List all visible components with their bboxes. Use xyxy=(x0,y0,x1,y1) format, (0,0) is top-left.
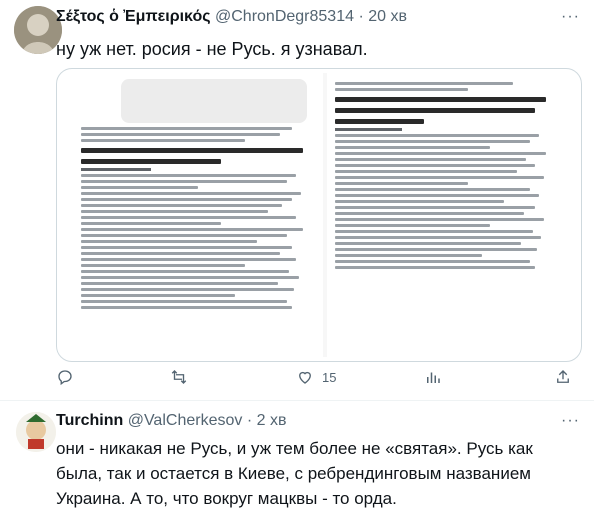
views-icon xyxy=(424,368,442,386)
avatar[interactable] xyxy=(16,412,56,452)
like-count: 15 xyxy=(322,369,337,385)
tweet-divider xyxy=(0,400,594,401)
document-screenshot xyxy=(73,73,565,357)
reply-icon xyxy=(56,368,74,386)
views-button[interactable] xyxy=(424,368,450,386)
tweet-header xyxy=(56,8,407,26)
more-options-button[interactable]: ··· xyxy=(561,8,580,25)
reply-button[interactable] xyxy=(56,368,82,386)
document-right-column xyxy=(327,73,565,357)
tweet-header xyxy=(56,412,286,430)
display-name[interactable]: Turchinn xyxy=(56,412,124,429)
display-name[interactable]: Σέξτος ὁ Ἐμπειρικός xyxy=(56,8,211,25)
cartoon-avatar-icon xyxy=(16,412,56,452)
bust-avatar-icon xyxy=(14,6,62,54)
document-left-column xyxy=(73,73,323,357)
timestamp[interactable]: 2 хв xyxy=(256,412,287,429)
attached-image[interactable] xyxy=(56,68,582,362)
tweet-text: они - никакая не Русь, и уж тем более не «святая». Русь как была, так и остается в Киеве, с ребрендинговым названием Украина. А то, что вокруг мацквы - то орда. xyxy=(56,439,533,508)
retweet-button[interactable] xyxy=(170,368,196,386)
separator-dot: · xyxy=(246,412,253,429)
timestamp[interactable]: 20 хв xyxy=(368,8,407,25)
user-handle[interactable]: @ChronDegr85314 xyxy=(215,8,354,25)
share-icon xyxy=(554,368,572,386)
tweet-2[interactable] xyxy=(0,404,594,508)
heart-icon xyxy=(296,368,314,386)
like-button[interactable] xyxy=(296,368,336,386)
avatar[interactable] xyxy=(14,6,62,54)
retweet-icon xyxy=(170,368,188,386)
user-handle[interactable]: @ValCherkesov xyxy=(127,412,243,429)
more-options-button[interactable]: ··· xyxy=(561,412,580,429)
tweet-1-actions xyxy=(56,368,580,392)
separator-dot: · xyxy=(358,8,364,25)
tweet-text: ну уж нет. росия - не Русь. я узнавал. xyxy=(56,39,368,59)
share-button[interactable] xyxy=(554,368,572,386)
